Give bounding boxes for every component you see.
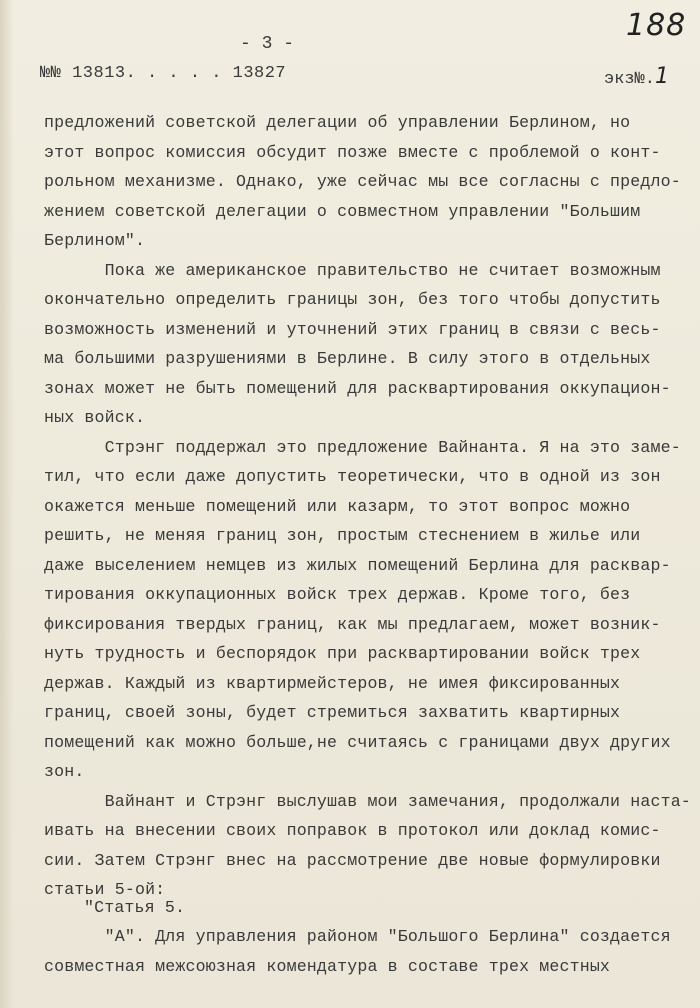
text-line: совместная межсоюзная комендатура в составе трех местных [44, 956, 611, 976]
copy-number [604, 64, 669, 89]
article-heading: "Статья 5. [84, 897, 186, 917]
text-line: рольном механизме. Однако, уже сейчас мы все согласны с предло- [44, 172, 681, 191]
text-line: тирования оккупационных войск трех держав. Кроме того, без [44, 585, 631, 604]
text-line: возможность изменений и уточнений этих границ в связи с весь- [44, 319, 661, 339]
copy-number-handwritten: 1 [655, 64, 670, 89]
text-line: зонах может не быть помещений для расквартирования оккупацион- [44, 378, 671, 398]
text-line: фиксирования твердых границ, как мы предлагаем, может возник- [44, 614, 661, 634]
copy-label: экз№. [604, 70, 656, 89]
text-line: зон. [44, 762, 85, 781]
text-line: держав. Каждый из квартирмейстеров, не имея фиксированных [44, 673, 621, 693]
text-line: даже выселением немцев из жилых помещений Берлина для расквар- [44, 555, 671, 575]
text-line: границ, своей зоны, будет стремиться захватить квартирных [44, 703, 621, 722]
text-line: жением советской делегации о совместном управлении "Большим [44, 201, 641, 221]
text-line: ивать на внесении своих поправок в протокол или доклад комис- [44, 821, 661, 840]
text-line: Вайнант и Стрэнг выслушав мои замечания, продолжали наста- [44, 791, 691, 811]
body-text [44, 108, 692, 981]
text-line: сии. Затем Стрэнг внес на рассмотрение две новые формулировки [44, 850, 661, 870]
text-line: ных войск. [44, 408, 146, 427]
text-line: помещений как можно больше,не считаясь с границами двух других [44, 732, 671, 752]
text-line: "А". Для управления районом "Большого Берлина" создается [44, 927, 671, 946]
document-range: №№ 13813. . . . . 13827 [40, 64, 287, 83]
text-line: решить, не меняя границ зон, простым стеснением в жилье или [44, 526, 641, 545]
text-line: нуть трудность и беспорядок при расквартировании войск трех [44, 644, 641, 663]
text-line: этот вопрос комиссия обсудит позже вместе с проблемой о конт- [44, 142, 661, 162]
text-line: окончательно определить границы зон, без того чтобы допустить [44, 290, 661, 309]
text-line: Стрэнг поддержал это предложение Вайнанта. Я на это заме- [44, 437, 681, 457]
text-line: Пока же американское правительство не считает возможным [44, 260, 661, 280]
text-line: статьи 5-ой: [44, 880, 166, 899]
page-number: - 3 - [240, 34, 295, 54]
text-line: Берлином". [44, 231, 146, 250]
text-line: окажется меньше помещений или казарм, то этот вопрос можно [44, 496, 631, 516]
text-line: ма большими разрушениями в Берлине. В силу этого в отдельных [44, 349, 651, 368]
text-line: предложений советской делегации об управлении Берлином, но [44, 113, 631, 132]
text-line: тил, что если даже допустить теоретически, что в одной из зон [44, 467, 661, 486]
archive-number: 188 [626, 8, 687, 43]
